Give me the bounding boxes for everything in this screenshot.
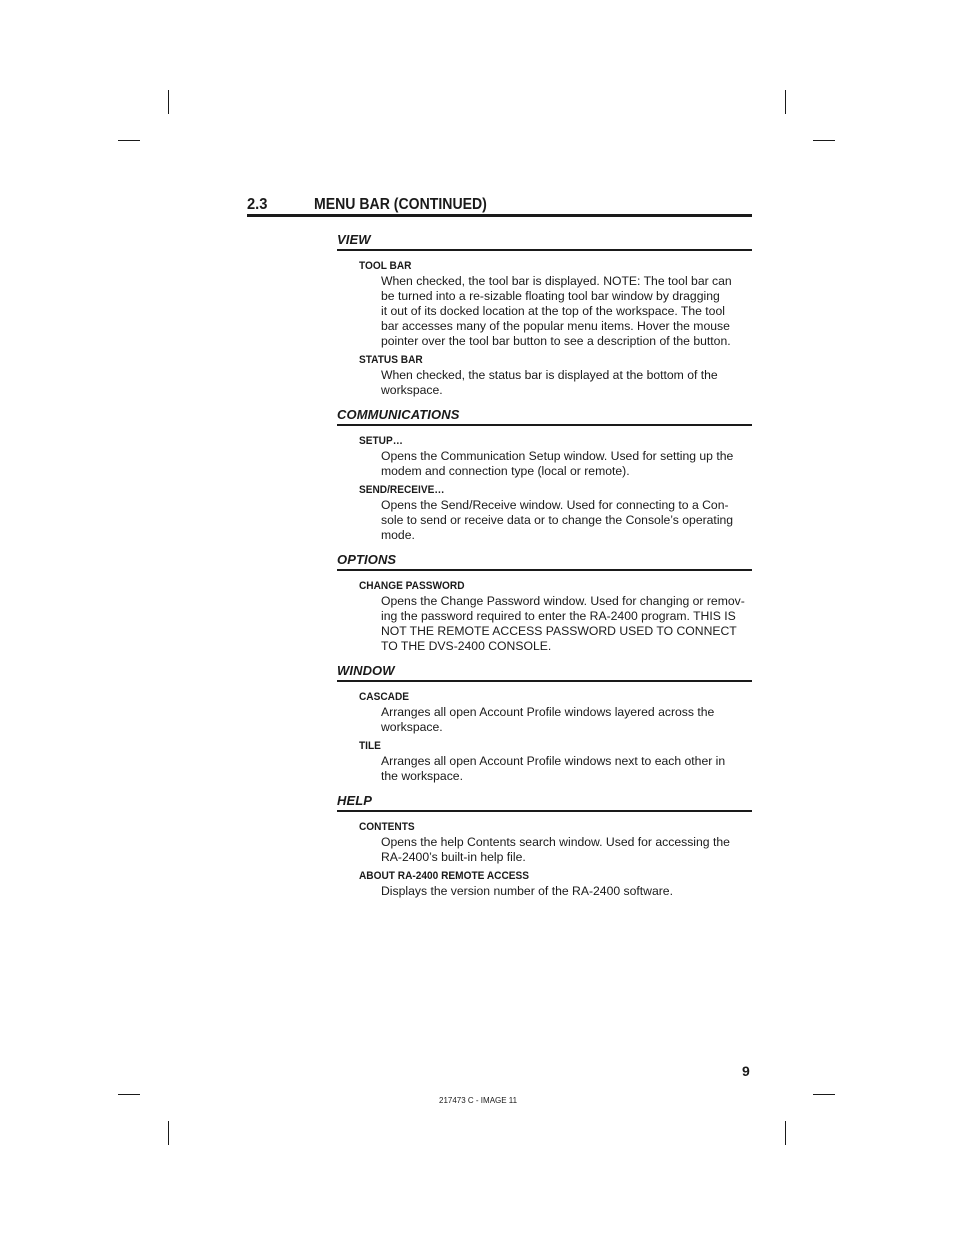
crop-mark [813, 1094, 835, 1095]
crop-mark [785, 1121, 786, 1145]
group-help [337, 793, 752, 899]
group-heading: WINDOW [337, 663, 752, 682]
item-description: Opens the Send/Receive window. Used for connecting to a Con- sole to send or receive data or to change the Console’s operating mode. [381, 498, 734, 542]
crop-mark [785, 90, 786, 114]
item-description: Displays the version number of the RA-2400 software. [381, 884, 673, 898]
crop-mark [813, 140, 835, 141]
item-title: SEND/RECEIVE… [359, 484, 445, 496]
section-number: 2.3 [247, 196, 268, 213]
crop-mark [118, 1094, 140, 1095]
crop-mark [168, 1121, 169, 1145]
item-title: TILE [359, 740, 381, 752]
menu-descriptions [337, 232, 752, 903]
item-description: Opens the Communication Setup window. Used for setting up the modem and connection type (local or remote). [381, 449, 734, 478]
crop-mark [168, 90, 169, 114]
footer-code: 217473 C - IMAGE 11 [439, 1096, 518, 1105]
item-title: TOOL BAR [359, 260, 412, 272]
item-title: CHANGE PASSWORD [359, 580, 465, 592]
group-heading: COMMUNICATIONS [337, 407, 752, 426]
item-description: Opens the Change Password window. Used for changing or remov- ing the password required to enter the RA-2400 program. THIS IS NOT THE REMOTE ACCESS PASSWORD USED TO CONNECT TO THE DVS-2400 CONSOLE. [381, 594, 745, 653]
group-window [337, 663, 752, 784]
item-title: ABOUT RA-2400 REMOTE ACCESS [359, 870, 530, 882]
item-description: Arranges all open Account Profile windows layered across the workspace. [381, 705, 715, 734]
crop-mark [118, 140, 140, 141]
item-description: When checked, the tool bar is displayed. NOTE: The tool bar can be turned into a re-sizable floating tool bar window by dragging it out of its docked location at the top of the workspace. The tool bar accesses many of the popular menu items. Hover the mouse pointer over the tool bar button to see a description of the button. [381, 274, 732, 348]
group-view [337, 232, 752, 398]
item-title: STATUS BAR [359, 354, 423, 366]
group-heading: VIEW [337, 232, 752, 251]
section-header [247, 196, 752, 217]
item-description: Arranges all open Account Profile windows next to each other in the workspace. [381, 754, 726, 783]
item-description: Opens the help Contents search window. Used for accessing the RA-2400’s built-in help file. [381, 835, 730, 864]
item-title: CASCADE [359, 691, 410, 703]
group-options [337, 552, 752, 654]
item-title: SETUP… [359, 435, 403, 447]
group-heading: OPTIONS [337, 552, 752, 571]
group-communications [337, 407, 752, 543]
item-description: When checked, the status bar is displayed at the bottom of the workspace. [381, 368, 718, 397]
group-heading: HELP [337, 793, 752, 812]
item-title: CONTENTS [359, 821, 415, 833]
section-title: MENU BAR (CONTINUED) [314, 196, 487, 213]
page-number: 9 [742, 1063, 750, 1079]
